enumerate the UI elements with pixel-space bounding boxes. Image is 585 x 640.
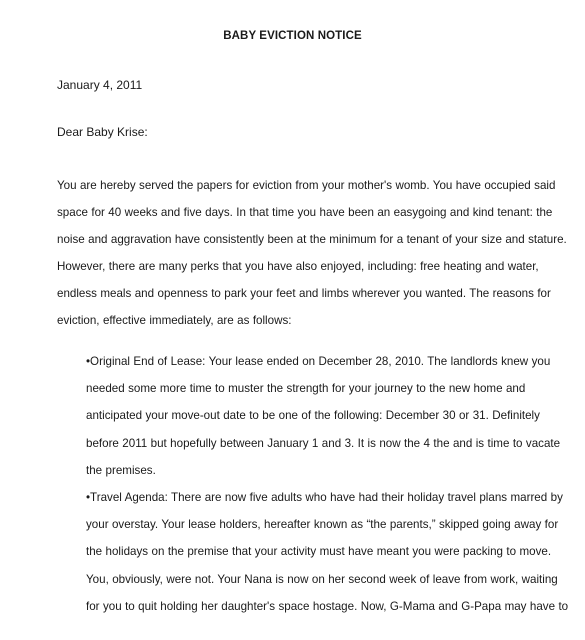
letter-salutation: Dear Baby Krise: xyxy=(57,125,148,139)
reason-line: needed some more time to muster the strength for your journey to the new home and xyxy=(86,382,526,396)
reason-line: the premises. xyxy=(86,463,156,477)
reason-line: for you to quit holding her daughter's space hostage. Now, G-Mama and G-Papa may have to xyxy=(86,599,569,613)
letter-date: January 4, 2011 xyxy=(57,78,143,92)
intro-line: eviction, effective immediately, are as follows: xyxy=(57,314,292,327)
intro-line: endless meals and openness to park your feet and limbs wherever you wanted. The reasons for xyxy=(57,287,551,300)
reason-original-end-of-lease xyxy=(86,348,561,484)
document-title: BABY EVICTION NOTICE xyxy=(223,30,362,42)
reason-line: the holidays on the premise that your activity must have meant you were packing to move. xyxy=(86,545,552,559)
reason-line: •Travel Agenda: There are now five adults who have had their holiday travel plans marred by xyxy=(86,491,563,505)
reason-line: your overstay. Your lease holders, hereafter known as “the parents,” skipped going away for xyxy=(86,518,559,532)
reason-travel-agenda xyxy=(86,484,569,620)
reason-line: anticipated your move-out date to be one of the following: December 30 or 31. Definitely xyxy=(86,409,540,423)
intro-line: You are hereby served the papers for eviction from your mother's womb. You have occupied said xyxy=(57,179,556,192)
reason-line: before 2011 but hopefully between January 1 and 3. It is now the 4 the and is time to vacate xyxy=(86,436,561,450)
intro-paragraph xyxy=(57,172,567,334)
intro-line: space for 40 weeks and five days. In that time you have been an easygoing and kind tenant: the xyxy=(57,206,553,219)
reason-line: You, obviously, were not. Your Nana is now on her second week of leave from work, waiting xyxy=(86,572,558,586)
reason-line: •Original End of Lease: Your lease ended on December 28, 2010. The landlords knew you xyxy=(86,355,551,368)
intro-line: However, there are many perks that you have also enjoyed, including: free heating and water, xyxy=(57,260,539,273)
reasons-list xyxy=(86,348,569,620)
intro-line: noise and aggravation have consistently been at the minimum for a tenant of your size and stature. xyxy=(57,233,567,246)
